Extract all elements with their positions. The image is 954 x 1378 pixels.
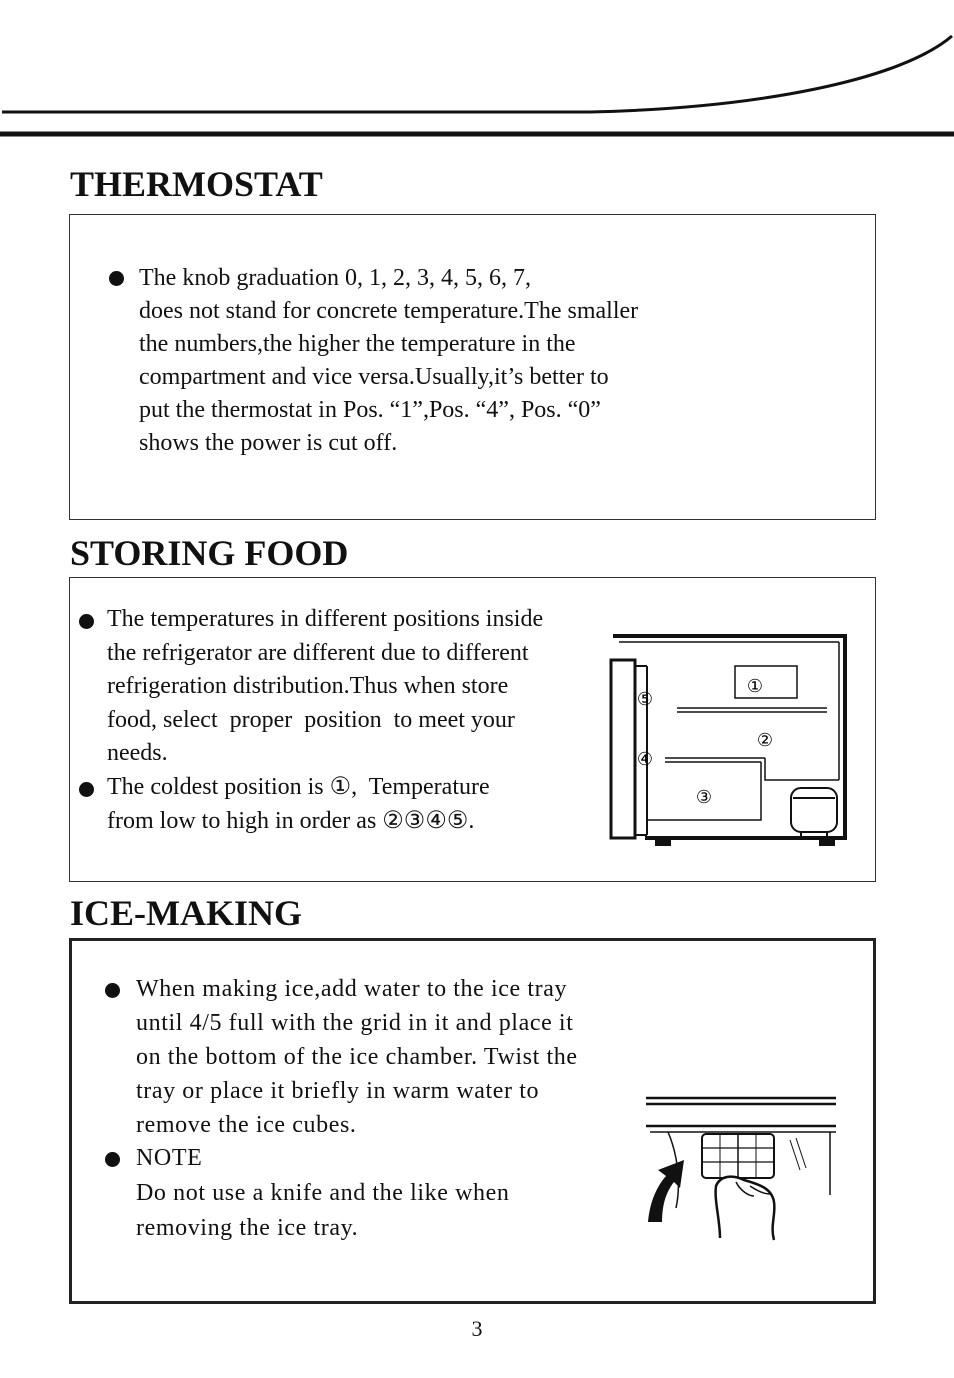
text-line: until 4/5 full with the grid in it and place it <box>136 1010 574 1036</box>
refrigerator-illustration <box>605 630 855 852</box>
bullet-icon <box>105 1152 120 1167</box>
text-line: The temperatures in different positions inside <box>107 606 544 632</box>
text-line: The coldest position is ①, Temperature <box>107 774 490 800</box>
text-line: food, select proper position to meet your <box>107 706 515 733</box>
ice-tray-illustration <box>640 1090 840 1245</box>
ice-making-title: ICE-MAKING <box>70 893 302 933</box>
bullet-icon <box>105 983 120 998</box>
text-line: The knob graduation 0, 1, 2, 3, 4, 5, 6, 7, <box>139 265 531 291</box>
text-line: remove the ice cubes. <box>136 1112 357 1138</box>
text-line: does not stand for concrete temperature.The smaller <box>139 298 639 324</box>
page-number: 3 <box>471 1316 483 1341</box>
text-line: from low to high in order as ②③④⑤. <box>107 807 475 834</box>
text-line: the refrigerator are different due to different <box>107 639 529 666</box>
thermostat-text <box>139 262 638 460</box>
text-line: tray or place it briefly in warm water to <box>136 1078 540 1104</box>
position-label-1: ① <box>746 676 764 697</box>
text-line: refrigeration distribution.Thus when store <box>107 673 509 700</box>
ice-making-text-1 <box>136 972 578 1142</box>
text-line: Do not use a knife and the like when <box>136 1180 510 1206</box>
text-line: needs. <box>107 740 168 767</box>
thermostat-title: THERMOSTAT <box>70 164 323 204</box>
text-line: removing the ice tray. <box>136 1215 359 1241</box>
position-label-3: ③ <box>695 787 713 808</box>
text-line: compartment and vice versa.Usually,it’s better to <box>139 364 609 390</box>
bullet-icon <box>79 614 94 629</box>
position-label-4: ④ <box>636 749 654 770</box>
bullet-icon <box>79 782 94 797</box>
text-line: on the bottom of the ice chamber. Twist the <box>136 1044 578 1070</box>
text-line: put the thermostat in Pos. “1”,Pos. “4”, Pos. “0” <box>139 397 601 423</box>
ice-making-text-2 <box>136 1141 510 1246</box>
position-label-2: ② <box>756 730 774 751</box>
text-line: NOTE <box>136 1145 203 1171</box>
text-line: When making ice,add water to the ice tray <box>136 976 568 1002</box>
storing-food-title: STORING FOOD <box>70 533 349 573</box>
text-line: the numbers,the higher the temperature in the <box>139 331 576 357</box>
storing-food-text-2 <box>107 771 490 838</box>
bullet-icon <box>109 271 124 286</box>
position-label-5: ⑤ <box>636 689 654 710</box>
text-line: shows the power is cut off. <box>139 430 398 456</box>
header-decoration <box>0 0 954 140</box>
storing-food-text-1 <box>107 603 543 771</box>
